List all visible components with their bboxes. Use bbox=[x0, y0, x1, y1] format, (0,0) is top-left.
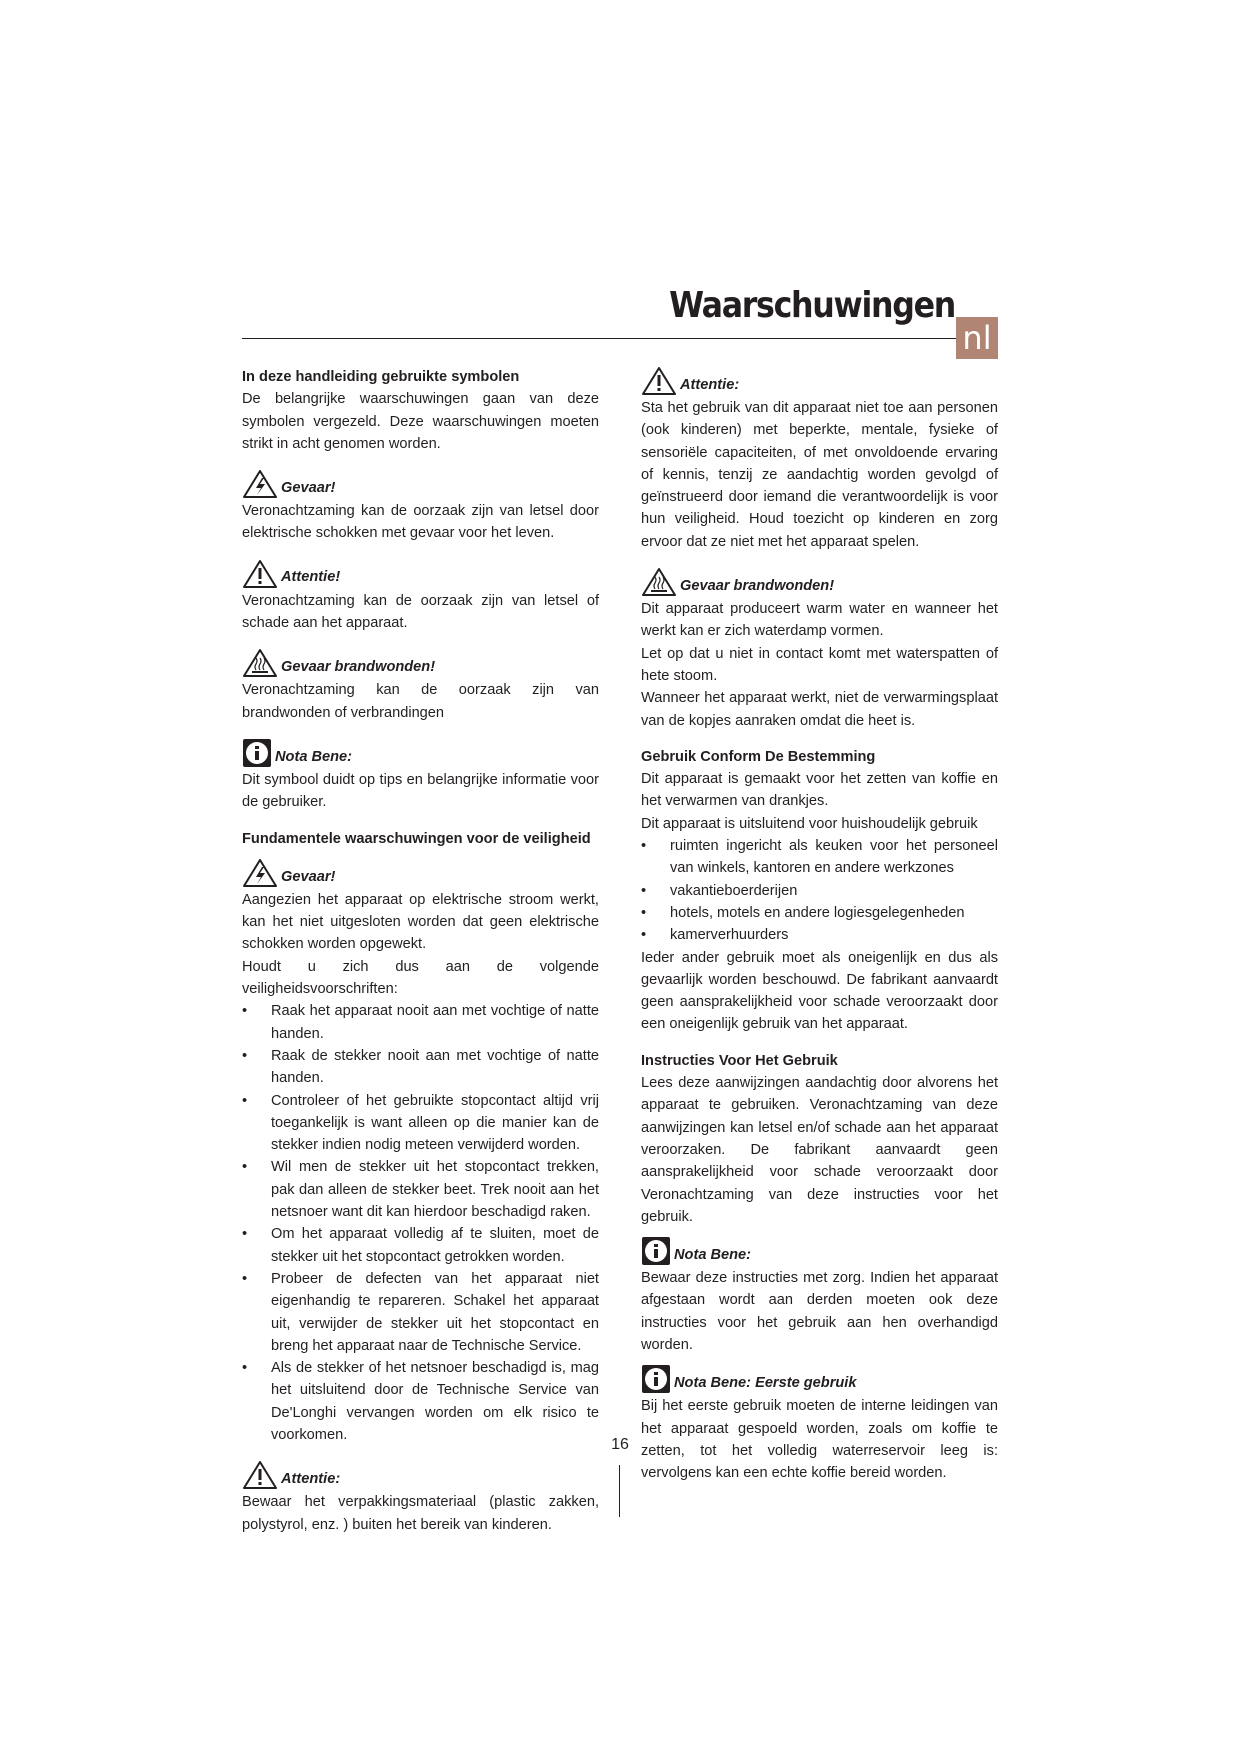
list-item: • vakantieboerderijen bbox=[641, 880, 998, 902]
right-brand-text-1: Dit apparaat produceert warm water en wanneer het werkt kan er zich waterdamp vormen. bbox=[641, 601, 998, 640]
right-brand-label: Gevaar brandwonden! bbox=[680, 577, 835, 594]
right-brand-heading bbox=[641, 567, 998, 597]
safety-bullet-list bbox=[242, 1000, 599, 1446]
symbols-intro: De belangrijke waarschuwingen gaan van deze symbolen vergezeld. Deze waarschuwingen moeten strikt in acht genomen worden. bbox=[242, 391, 599, 452]
left-column bbox=[242, 366, 599, 1536]
attentie-text: Veronachtzaming kan de oorzaak zijn van letsel of schade aan het apparaat. bbox=[242, 592, 599, 632]
list-item: • Als de stekker of het netsnoer beschadigd is, mag het uitsluitend door de Technische Service van De'Longhi vervangen worden om elk risico te voorkomen. bbox=[242, 1357, 599, 1446]
caution-icon bbox=[242, 1460, 278, 1490]
symbols-section-title: In deze handleiding gebruikte symbolen bbox=[242, 369, 520, 385]
right-brand-text-3: Wanneer het apparaat werkt, niet de verwarmingsplaat van de kopjes aanraken omdat die heet is. bbox=[641, 690, 998, 729]
brand-heading bbox=[242, 648, 599, 678]
nota-heading bbox=[242, 738, 599, 768]
conform-bullet-list bbox=[641, 835, 998, 946]
brand-text: Veronachtzaming kan de oorzaak zijn van brandwonden of verbrandingen bbox=[242, 682, 599, 721]
conform-text-2: Dit apparaat is uitsluitend voor huishoudelijk gebruik bbox=[641, 815, 978, 832]
hot-surface-icon bbox=[641, 567, 677, 597]
right-attentie-heading bbox=[641, 366, 998, 396]
attentie2-text: Bewaar het verpakkingsmateriaal (plastic zakken, polystyrol, enz. ) buiten het bereik van kinderen. bbox=[242, 1494, 599, 1533]
gevaar2-text2: Houdt u zich dus aan de volgende veiligheidsvoorschriften: bbox=[242, 958, 599, 998]
gevaar2-heading bbox=[242, 858, 599, 888]
electric-shock-warning-icon bbox=[242, 858, 278, 888]
conform-section-title: Gebruik Conform De Bestemming bbox=[641, 748, 876, 765]
gevaar-label: Gevaar! bbox=[281, 479, 336, 496]
instructies-section-title: Instructies Voor Het Gebruik bbox=[641, 1052, 838, 1069]
list-item: • Raak het apparaat nooit aan met vochtige of natte handen. bbox=[242, 1000, 599, 1045]
info-icon bbox=[641, 1236, 671, 1266]
list-item: • kamerverhuurders bbox=[641, 924, 998, 946]
gevaar2-text: Aangezien het apparaat op elektrische stroom werkt, kan het niet uitgesloten worden dat geen elektrische schokken worden opgewekt. bbox=[242, 891, 599, 953]
list-item: • Raak de stekker nooit aan met vochtige of natte handen. bbox=[242, 1045, 599, 1090]
nota-text: Dit symbool duidt op tips en belangrijke informatie voor de gebruiker. bbox=[242, 771, 599, 811]
list-item: • ruimten ingericht als keuken voor het personeel van winkels, kantoren en andere werkzones bbox=[641, 835, 998, 880]
gevaar2-label: Gevaar! bbox=[281, 868, 336, 885]
caution-icon bbox=[242, 559, 278, 589]
nota1-heading bbox=[641, 1236, 998, 1266]
page-number: 16 bbox=[611, 1436, 629, 1453]
nota1-text: Bewaar deze instructies met zorg. Indien het apparaat afgestaan wordt aan derden moeten ook deze instructies voor het gebruik aan hen overhandigd worden. bbox=[641, 1270, 998, 1353]
attentie-label: Attentie! bbox=[281, 569, 341, 586]
right-attentie-label: Attentie: bbox=[680, 376, 740, 393]
attentie-heading bbox=[242, 559, 599, 589]
language-badge: nl bbox=[956, 317, 998, 359]
info-icon bbox=[242, 738, 272, 768]
nota2-text: Bij het eerste gebruik moeten de interne leidingen van het apparaat gespoeld worden, zoals om koffie te zetten, tot het volledig waterreservoir leeg is: vervolgens kan een echte koffie bereid worden. bbox=[641, 1398, 998, 1482]
title-divider bbox=[242, 338, 960, 339]
instructies-text: Lees deze aanwijzingen aandachtig door alvorens het apparaat te gebruiken. Veronachtzaming van deze aanwijzingen kan letsel en/of schade aan het apparaat veroorzaken. De fabrikant aanvaardt geen aansprakelijkheid voor schade veroorzaakt door Veronachtzaming van deze instructies voor het gebruik. bbox=[641, 1075, 998, 1225]
electric-shock-warning-icon bbox=[242, 469, 278, 499]
list-item: • Wil men de stekker uit het stopcontact trekken, pak dan alleen de stekker beet. Trek nooit aan het netsnoer want dit kan hierdoor beschadigd raken. bbox=[242, 1156, 599, 1223]
list-item: • Controleer of het gebruikte stopcontact altijd vrij toegankelijk is want alleen op die manier kan de stekker indien nodig meteen verwijderd worden. bbox=[242, 1090, 599, 1157]
nota2-heading bbox=[641, 1364, 998, 1394]
right-brand-text-2: Let op dat u niet in contact komt met waterspatten of hete stoom. bbox=[641, 645, 998, 684]
hot-surface-icon bbox=[242, 648, 278, 678]
page-title: Waarschuwingen bbox=[669, 285, 955, 326]
attentie2-label: Attentie: bbox=[281, 1470, 341, 1487]
right-attentie-text: Sta het gebruik van dit apparaat niet toe aan personen (ook kinderen) met beperkte, mentale, fysieke of sensoriële capaciteiten, of met onvoldoende ervaring of kennis, tenzij ze aandachtig worden gevolgd of geïnstrueerd door iemand die verantwoordelijk is voor hun veiligheid. Houd toezicht op kinderen en zorg ervoor dat ze niet met het apparaat spelen. bbox=[641, 400, 998, 550]
info-icon bbox=[641, 1364, 671, 1394]
caution-icon bbox=[641, 366, 677, 396]
list-item: • hotels, motels en andere logiesgelegenheden bbox=[641, 902, 998, 924]
list-item: • Om het apparaat volledig af te sluiten, moet de stekker uit het stopcontact getrokken worden. bbox=[242, 1223, 599, 1268]
attentie2-heading bbox=[242, 1460, 599, 1490]
right-column bbox=[641, 366, 998, 1484]
fundamentele-section-title: Fundamentele waarschuwingen voor de veiligheid bbox=[242, 830, 591, 847]
conform-text-3: Ieder ander gebruik moet als oneigenlijk en dus als gevaarlijk worden beschouwd. De fabrikant aanvaardt geen aansprakelijkheid voor schade veroorzaakt door een oneigenlijk gebruik van het apparaat. bbox=[641, 949, 998, 1033]
nota-label: Nota Bene: bbox=[275, 748, 353, 765]
nota1-label: Nota Bene: bbox=[674, 1246, 752, 1263]
brand-label: Gevaar brandwonden! bbox=[281, 659, 436, 676]
gevaar-text: Veronachtzaming kan de oorzaak zijn van letsel door elektrische schokken met gevaar voor het leven. bbox=[242, 503, 599, 542]
nota2-label: Nota Bene: Eerste gebruik bbox=[674, 1374, 857, 1391]
conform-text-1: Dit apparaat is gemaakt voor het zetten van koffie en het verwarmen van drankjes. bbox=[641, 771, 998, 810]
page-number-rule bbox=[619, 1465, 620, 1517]
list-item: • Probeer de defecten van het apparaat niet eigenhandig te repareren. Schakel het apparaat uit, verwijder de stekker uit het stopcontact en breng het apparaat naar de Technische Service. bbox=[242, 1268, 599, 1357]
gevaar-heading bbox=[242, 469, 599, 499]
